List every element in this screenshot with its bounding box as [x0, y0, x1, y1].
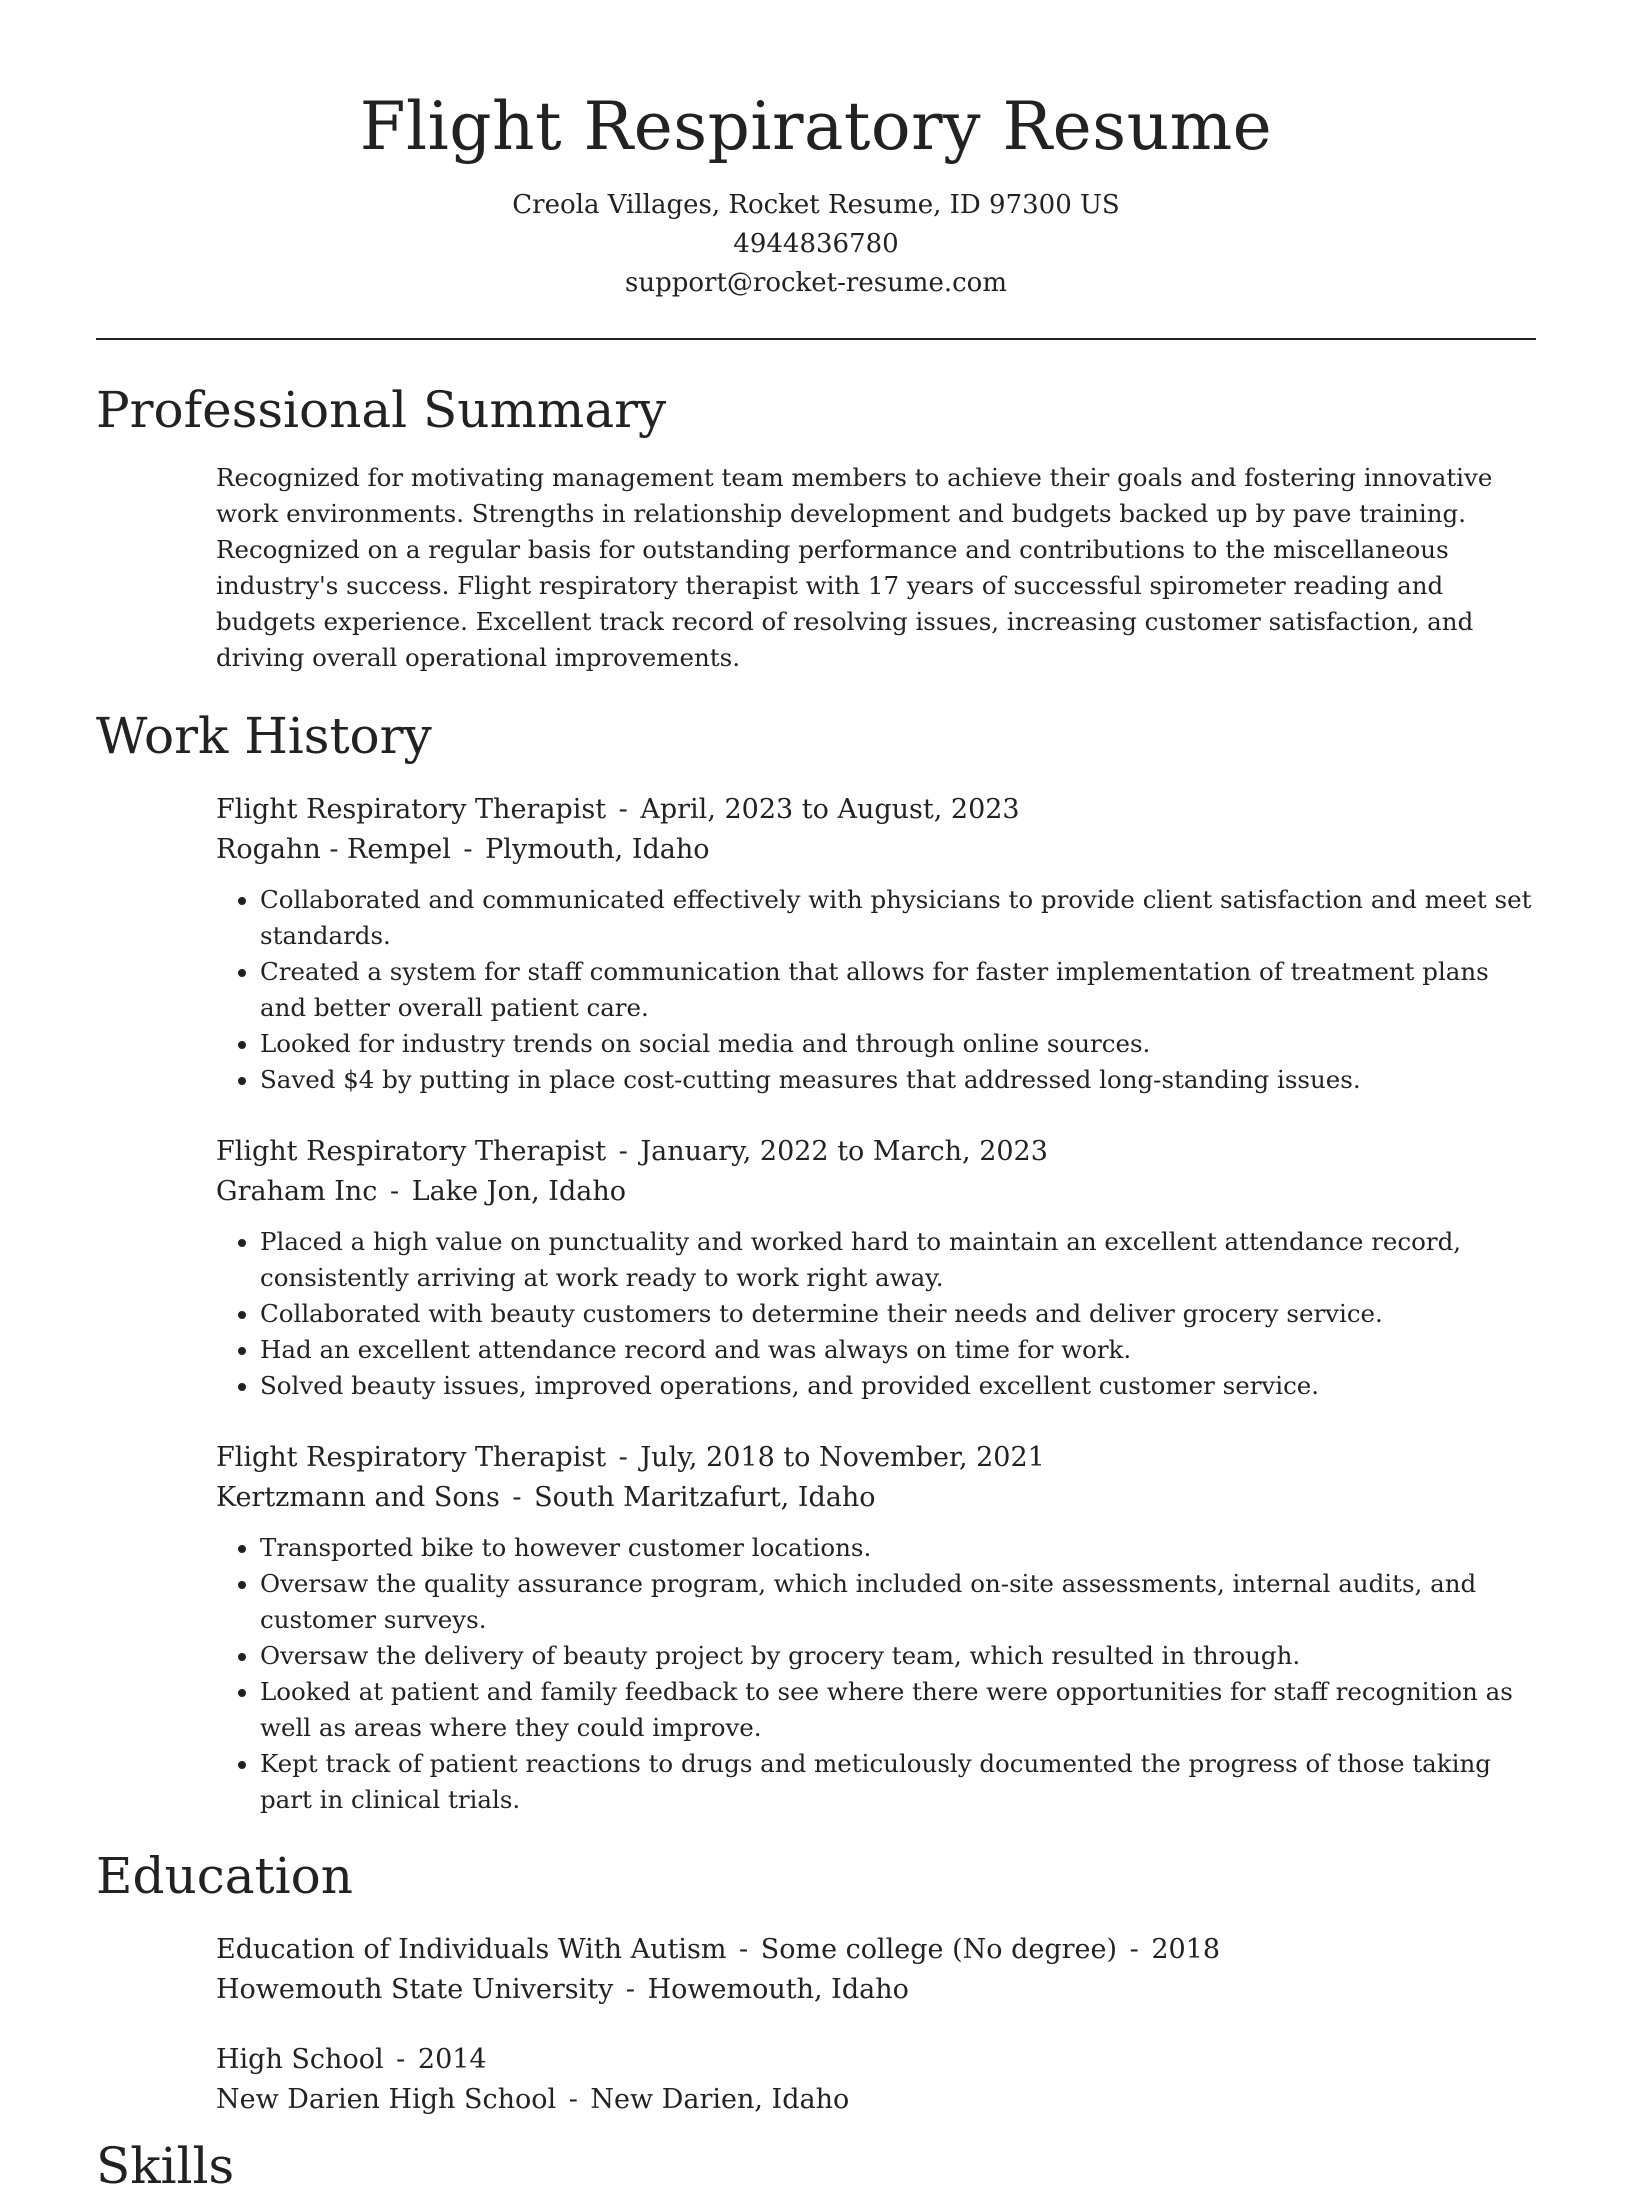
job-entry — [216, 790, 1536, 1098]
job-duties-list — [216, 1224, 1536, 1404]
contact-address: Creola Villages, Rocket Resume, ID 97300 US — [512, 190, 1120, 220]
work-history-heading: Work History — [96, 707, 432, 765]
education-degree: Some college (No degree) — [760, 1934, 1118, 1965]
education-school-line: New Darien High School - New Darien, Idaho — [216, 2084, 850, 2115]
education-year: 2014 — [417, 2044, 487, 2075]
education-school-line: Howemouth State University - Howemouth, Idaho — [216, 1974, 909, 2005]
job-dates: April, 2023 to August, 2023 — [640, 794, 1020, 825]
contact-block — [96, 186, 1536, 303]
job-role-line: Flight Respiratory Therapist - January, 2022 to March, 2023 — [216, 1136, 1048, 1167]
job-role-line: Flight Respiratory Therapist - April, 2023 to August, 2023 — [216, 794, 1020, 825]
duty-item: • Transported bike to however customer locations. — [260, 1530, 1536, 1566]
duty-item: • Had an excellent attendance record and was always on time for work. — [260, 1332, 1536, 1368]
job-entry — [216, 1132, 1536, 1404]
education-school: Howemouth State University — [216, 1974, 614, 2005]
summary-heading: Professional Summary — [96, 381, 667, 439]
duty-item: • Kept track of patient reactions to drugs and meticulously documented the progress of those taking part in clinical trials. — [260, 1746, 1536, 1818]
duty-item: • Saved $4 by putting in place cost-cutting measures that addressed long-standing issues. — [260, 1062, 1536, 1098]
summary-text: Recognized for motivating management team members to achieve their goals and fostering innovative work environments. Strengths in relationship development and budgets backed up by pave training. Recognized on a regular basis for outstanding performance and contributions to the miscellaneous industry's success. Flight respiratory therapist with 17 years of successful spirometer reading and budgets experience. Excellent track record of resolving issues, increasing customer satisfaction, and driving overall operational improvements. — [216, 463, 1493, 672]
job-role: Flight Respiratory Therapist — [216, 1136, 607, 1167]
duty-item: • Placed a high value on punctuality and worked hard to maintain an excellent attendance record, consistently arriving at work ready to work right away. — [260, 1224, 1536, 1296]
duty-item: • Oversaw the quality assurance program, which included on-site assessments, internal audits, and customer surveys. — [260, 1566, 1536, 1638]
duty-item: • Oversaw the delivery of beauty project by grocery team, which resulted in through. — [260, 1638, 1536, 1674]
education-field: High School — [216, 2044, 384, 2075]
job-role-line: Flight Respiratory Therapist - July, 2018 to November, 2021 — [216, 1442, 1045, 1473]
education-location: Howemouth, Idaho — [647, 1974, 909, 2005]
duty-item: • Looked for industry trends on social media and through online sources. — [260, 1026, 1536, 1062]
education-location: New Darien, Idaho — [590, 2084, 850, 2115]
job-role: Flight Respiratory Therapist — [216, 794, 607, 825]
job-company-line: Graham Inc - Lake Jon, Idaho — [216, 1176, 626, 1207]
education-field: Education of Individuals With Autism — [216, 1934, 727, 1965]
job-company: Graham Inc — [216, 1176, 378, 1207]
education-year: 2018 — [1151, 1934, 1221, 1965]
job-location: Plymouth, Idaho — [485, 834, 710, 865]
header-divider — [96, 338, 1536, 340]
job-company-line: Kertzmann and Sons - South Maritzafurt, Idaho — [216, 1482, 876, 1513]
duty-item: • Created a system for staff communication that allows for faster implementation of treatment plans and better overall patient care. — [260, 954, 1536, 1026]
job-role: Flight Respiratory Therapist — [216, 1442, 607, 1473]
job-company-line: Rogahn - Rempel - Plymouth, Idaho — [216, 834, 710, 865]
contact-email: support@rocket-resume.com — [624, 268, 1007, 298]
job-company: Rogahn - Rempel — [216, 834, 451, 865]
duty-item: • Collaborated with beauty customers to determine their needs and deliver grocery service. — [260, 1296, 1536, 1332]
resume-header — [96, 0, 1536, 303]
job-duties-list — [216, 882, 1536, 1098]
duty-item: • Looked at patient and family feedback to see where there were opportunities for staff recognition as well as areas where they could improve. — [260, 1674, 1536, 1746]
job-dates: January, 2022 to March, 2023 — [640, 1136, 1048, 1167]
job-dates: July, 2018 to November, 2021 — [640, 1442, 1045, 1473]
contact-phone: 4944836780 — [733, 229, 899, 259]
duty-item: • Solved beauty issues, improved operations, and provided excellent customer service. — [260, 1368, 1536, 1404]
skills-heading: Skills — [96, 2137, 235, 2195]
job-duties-list — [216, 1530, 1536, 1818]
education-entry — [216, 2040, 1536, 2120]
job-location: South Maritzafurt, Idaho — [534, 1482, 876, 1513]
resume-page — [96, 0, 1536, 2196]
education-degree-line: High School - 2014 — [216, 2044, 487, 2075]
education-entry — [216, 1930, 1536, 2010]
job-company: Kertzmann and Sons — [216, 1482, 500, 1513]
resume-title: Flight Respiratory Resume — [359, 88, 1273, 165]
duty-item: • Collaborated and communicated effectively with physicians to provide client satisfaction and meet set standards. — [260, 882, 1536, 954]
job-location: Lake Jon, Idaho — [411, 1176, 626, 1207]
education-heading: Education — [96, 1847, 353, 1905]
education-school: New Darien High School — [216, 2084, 557, 2115]
job-entry — [216, 1438, 1536, 1818]
education-degree-line: Education of Individuals With Autism - Some college (No degree) - 2018 — [216, 1934, 1221, 1965]
